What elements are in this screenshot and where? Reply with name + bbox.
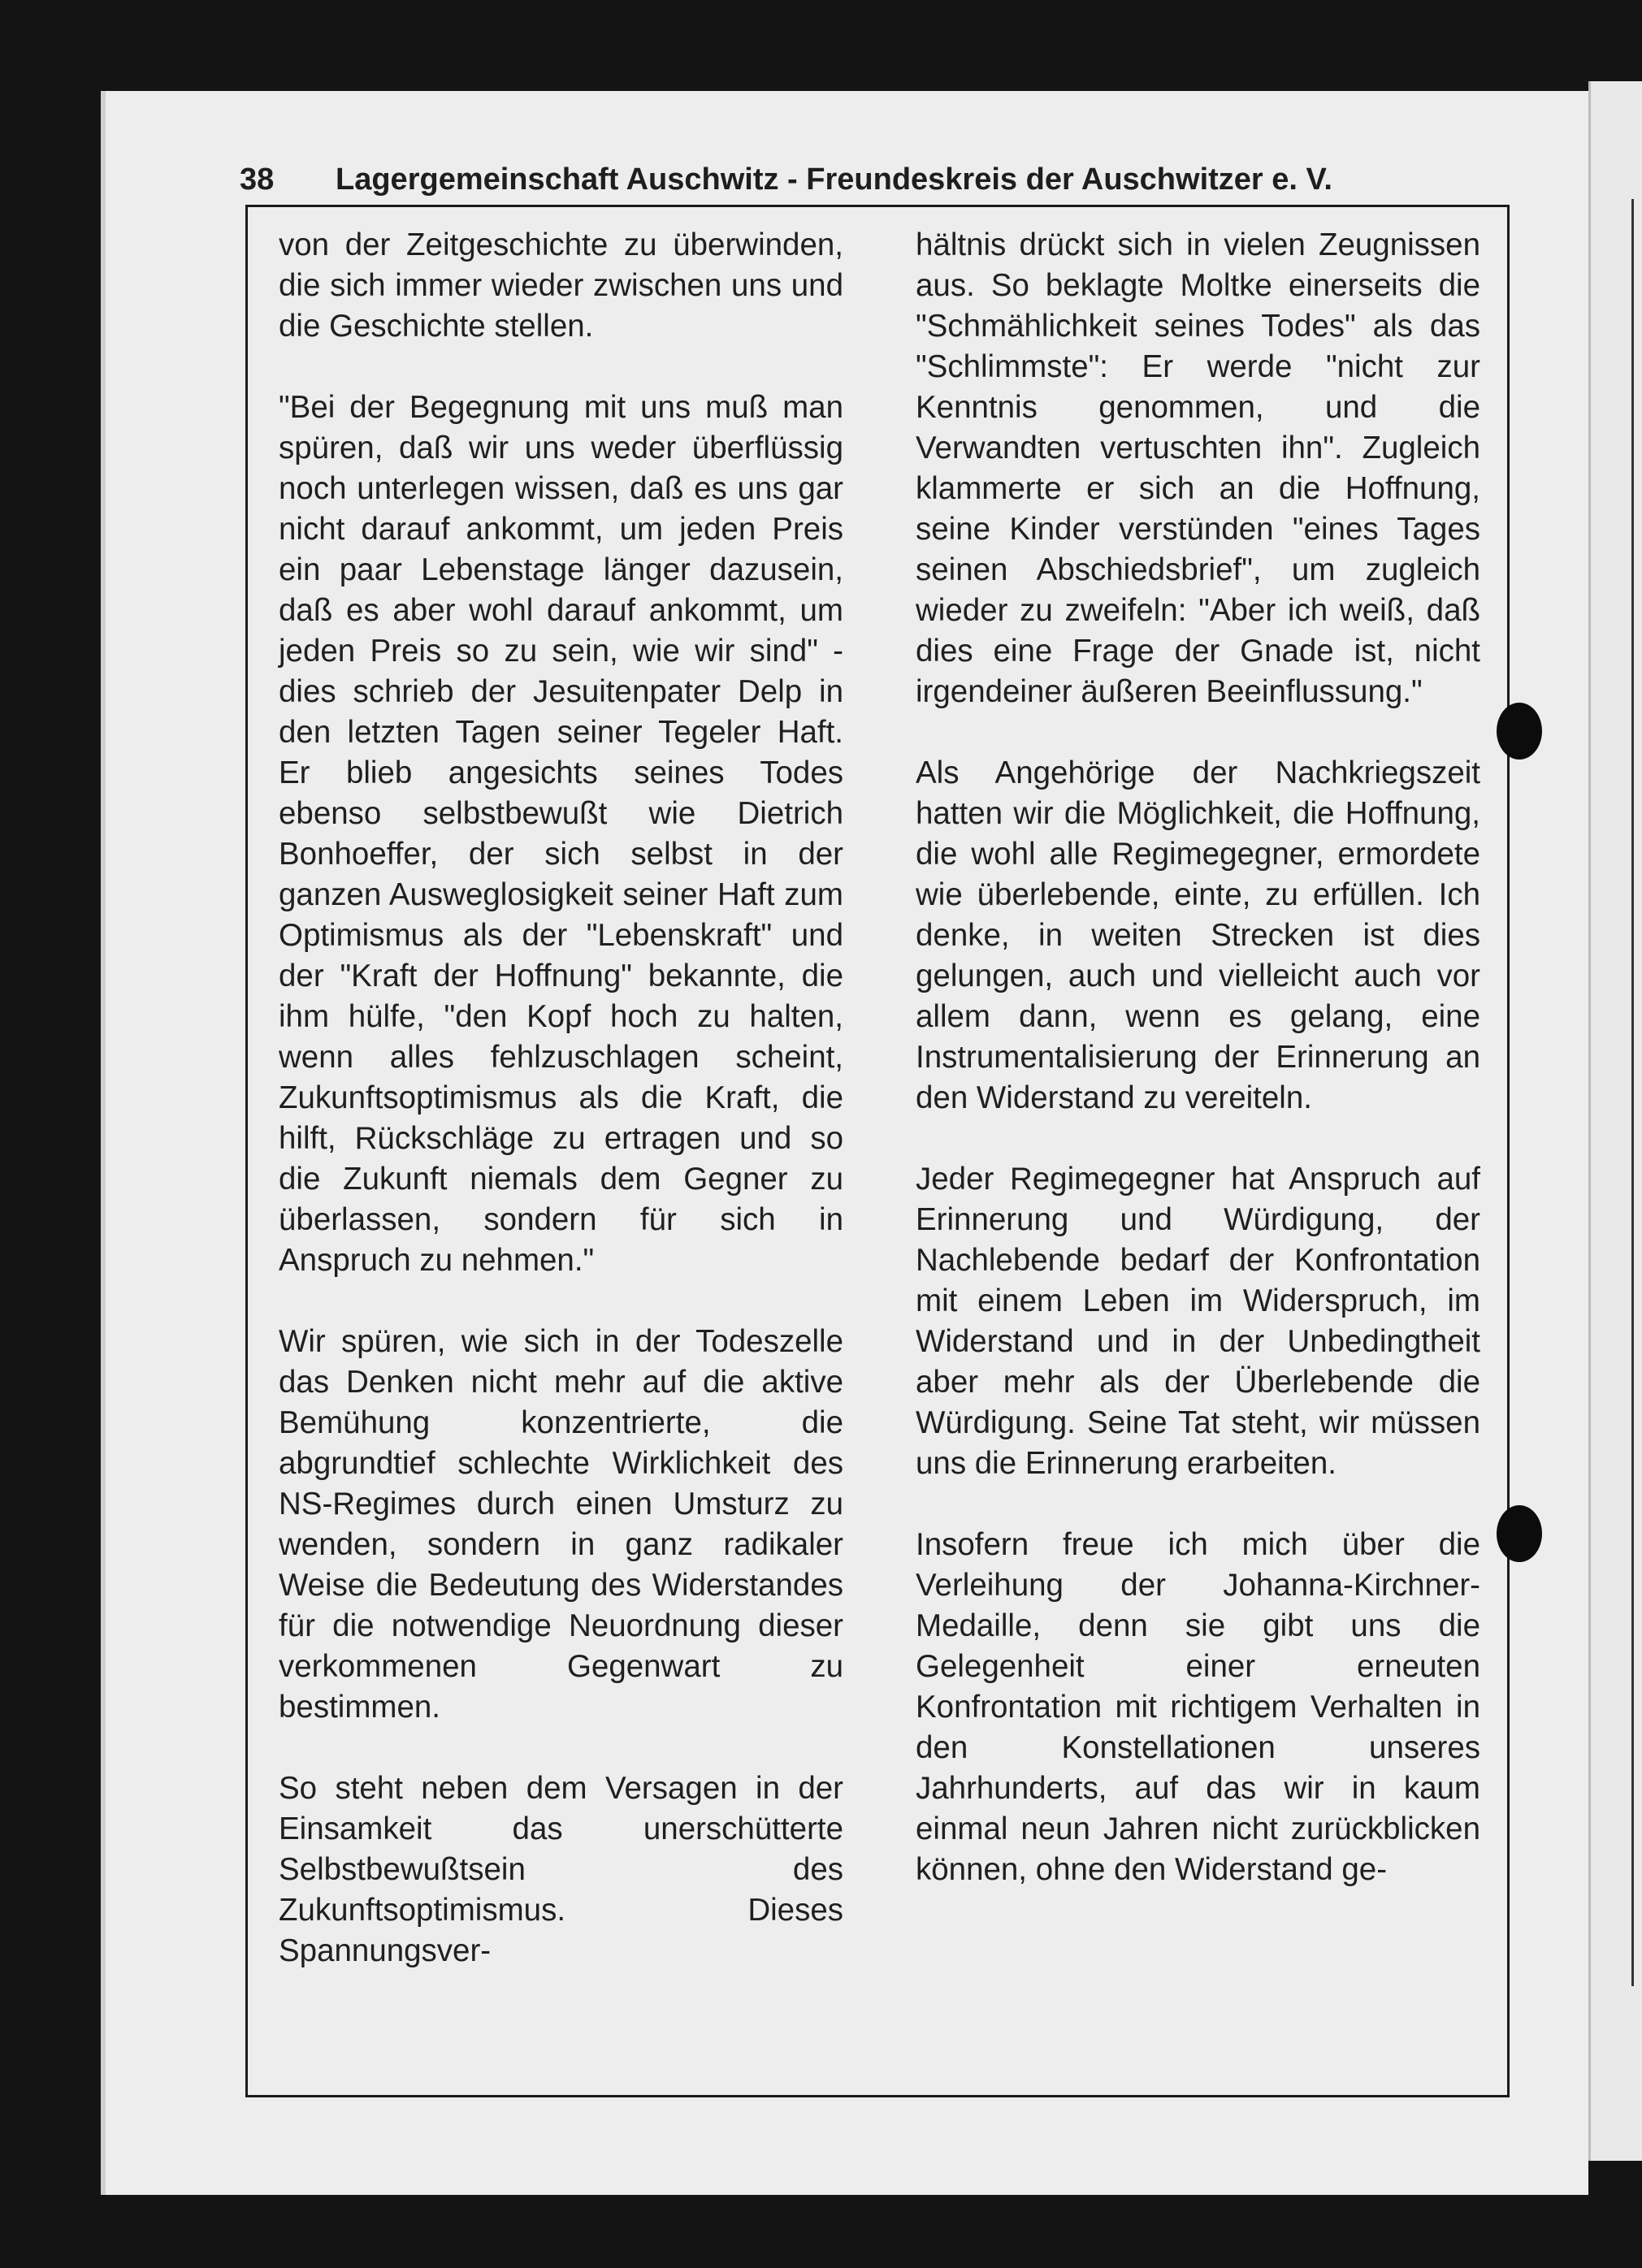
paragraph: Als Angehörige der Nachkriegszeit hatten wir die Möglichkeit, die Hoffnung, die wohl alle Regimegegner, ermordete wie überlebende, einte, zu erfüllen. Ich denke, in weiten Strecken ist dies gelungen, auch und vielleicht auch vor allem dann, wenn es gelang, eine Instrumentalisierung der Erinnerung an den Widerstand zu vereiteln.	[916, 755, 1480, 1115]
paragraph: "Bei der Begegnung mit uns muß man spüren, daß wir uns weder überflüssig noch unterlegen wissen, daß es uns gar nicht darauf ankommt, um jeden Preis ein paar Lebenstage länger dazusein, daß es aber wohl darauf ankommt, um jeden Preis so zu sein, wie wir sind" - dies schrieb der Jesuitenpater Delp in den letzten Tagen seiner Tegeler Haft. Er blieb angesichts seines Todes ebenso selbstbewußt wie Dietrich Bonhoeffer, der sich selbst in der ganzen Ausweglosigkeit seiner Haft zum Optimismus als der "Lebenskraft" und der "Kraft der Hoffnung" bekannte, die ihm hülfe, "den Kopf hoch zu halten, wenn alles fehlzuschlagen scheint, Zukunftsoptimismus als die Kraft, die hilft, Rückschläge zu ertragen und so die Zukunft niemals dem Gegner zu überlassen, sondern für sich in Anspruch zu nehmen."	[279, 390, 843, 1278]
running-title: Lagergemeinschaft Auschwitz - Freundeskreis der Auschwitzer e. V.	[336, 162, 1332, 197]
next-page-edge	[1588, 81, 1642, 2161]
right-column	[916, 225, 1480, 1931]
paragraph: hältnis drückt sich in vielen Zeugnissen aus. So beklagte Moltke einerseits die "Schmählichkeit seines Todes" als das "Schlimmste": Er werde "nicht zur Kenntnis genommen, und die Verwandten vertuschten ihn". Zugleich klammerte er sich an die Hoffnung, seine Kinder verstünden "eines Tages seinen Abschiedsbrief", um zugleich wieder zu zweifeln: "Aber ich weiß, daß dies eine Frage der Gnade ist, nicht irgendeiner äußeren Beeinflussung."	[916, 227, 1480, 709]
page-header	[240, 162, 1540, 211]
punch-hole	[1497, 703, 1542, 760]
paragraph: So steht neben dem Versagen in der Einsamkeit das unerschütterte Selbstbewußtsein des Zukunftsoptimismus. Dieses Spannungsver-	[279, 1771, 843, 1968]
page-number: 38	[240, 162, 275, 197]
next-page-frame-edge	[1631, 199, 1634, 1986]
left-column	[279, 225, 843, 2012]
paragraph: von der Zeitgeschichte zu überwinden, die sich immer wieder zwischen uns und die Geschichte stellen.	[279, 227, 843, 344]
paragraph: Insofern freue ich mich über die Verleihung der Johanna-Kirchner-Medaille, denn sie gibt uns die Gelegenheit einer erneuten Konfrontation mit richtigem Verhalten in den Konstellationen unseres Jahrhunderts, auf das wir in kaum einmal neun Jahren nicht zurückblicken können, ohne den Widerstand ge-	[916, 1527, 1480, 1887]
punch-hole	[1497, 1505, 1542, 1562]
paragraph: Jeder Regimegegner hat Anspruch auf Erinnerung und Würdigung, der Nachlebende bedarf der Konfrontation mit einem Leben im Widerspruch, im Widerstand und in der Unbedingtheit aber mehr als der Überlebende die Würdigung. Seine Tat steht, wir müssen uns die Erinnerung erarbeiten.	[916, 1162, 1480, 1481]
document-page	[106, 91, 1588, 2195]
paragraph: Wir spüren, wie sich in der Todeszelle das Denken nicht mehr auf die aktive Bemühung konzentrierte, die abgrundtief schlechte Wirklichkeit des NS-Regimes durch einen Umsturz zu wenden, sondern in ganz radikaler Weise die Bedeutung des Widerstandes für die notwendige Neuordnung dieser verkommenen Gegenwart zu bestimmen.	[279, 1324, 843, 1725]
